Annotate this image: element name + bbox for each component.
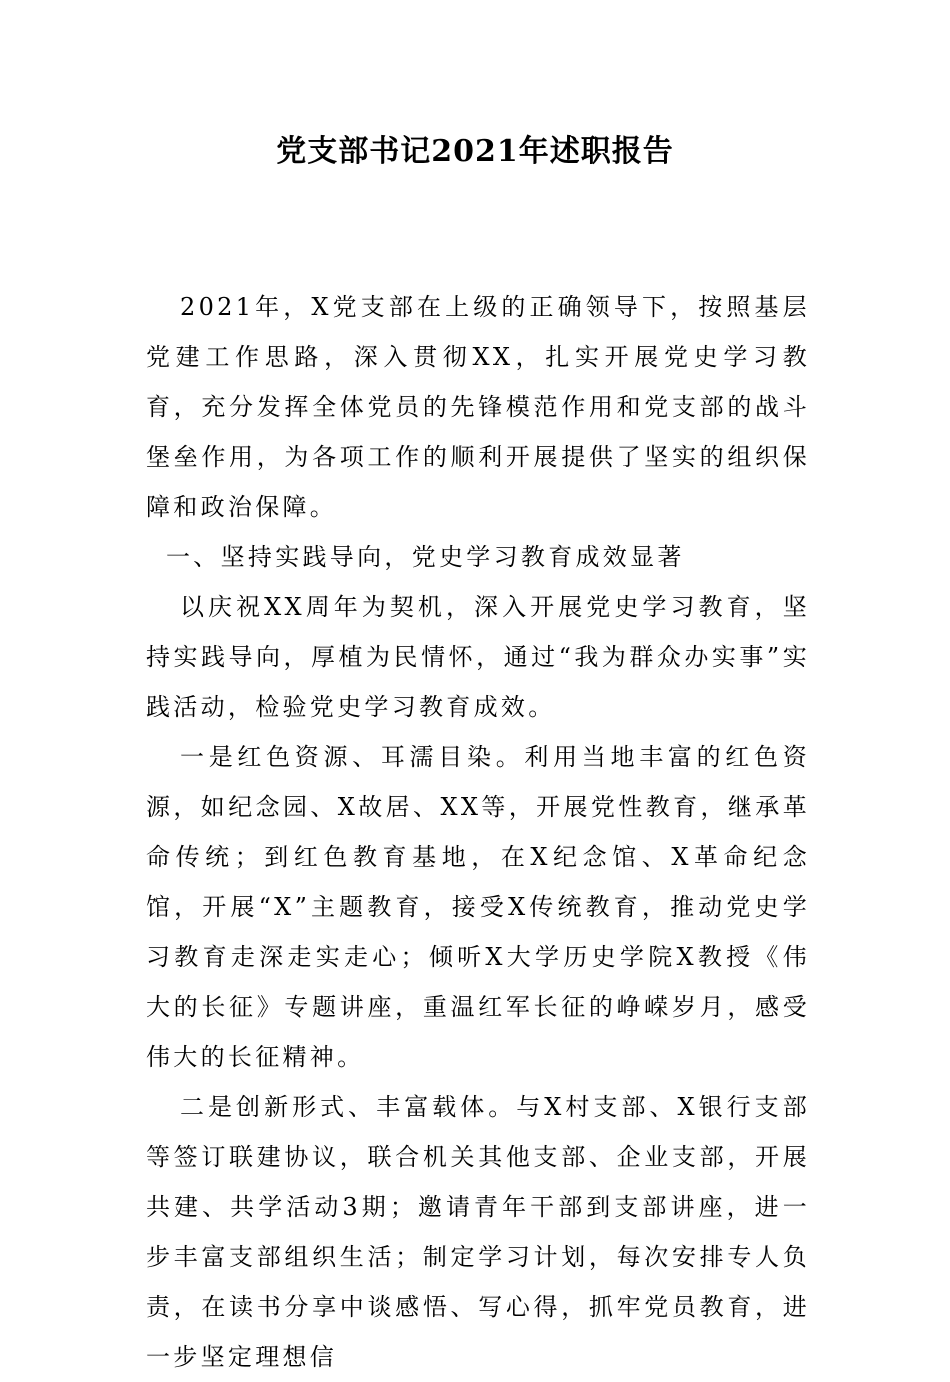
document-title: 党支部书记2021年述职报告: [276, 134, 674, 169]
section-heading-1: 一、坚持实践导向，党史学习教育成效显著: [166, 543, 685, 571]
paragraph-intro: 2021年，X党支部在上级的正确领导下，按照基层党建工作思路，深入贯彻XX，扎实开展党史学习教育，充分发挥全体党员的先锋模范作用和党支部的战斗堡垒作用，为各项工作的顺利开展提供了坚实的组织保障和政治保障。: [146, 293, 810, 521]
paragraph-red-resources: 一是红色资源、耳濡目染。利用当地丰富的红色资源，如纪念园、X故居、XX等，开展党性教育，继承革命传统；到红色教育基地，在X纪念馆、X革命纪念馆，开展“X”主题教育，接受X传统教育，推动党史学习教育走深走实走心；倾听X大学历史学院X教授《伟大的长征》专题讲座，重温红军长征的峥嵘岁月，感受伟大的长征精神。: [146, 743, 810, 1071]
document-body: [146, 282, 810, 1382]
paragraph-section-1-intro: 以庆祝XX周年为契机，深入开展党史学习教育，坚持实践导向，厚植为民情怀，通过“我为群众办实事”实践活动，检验党史学习教育成效。: [146, 593, 810, 721]
paragraph-innovative-forms: 二是创新形式、丰富载体。与X村支部、X银行支部等签订联建协议，联合机关其他支部、企业支部，开展共建、共学活动3期；邀请青年干部到支部讲座，进一步丰富支部组织生活；制定学习计划，每次安排专人负责，在读书分享中谈感悟、写心得，抓牢党员教育，进一步坚定理想信: [146, 1093, 810, 1371]
